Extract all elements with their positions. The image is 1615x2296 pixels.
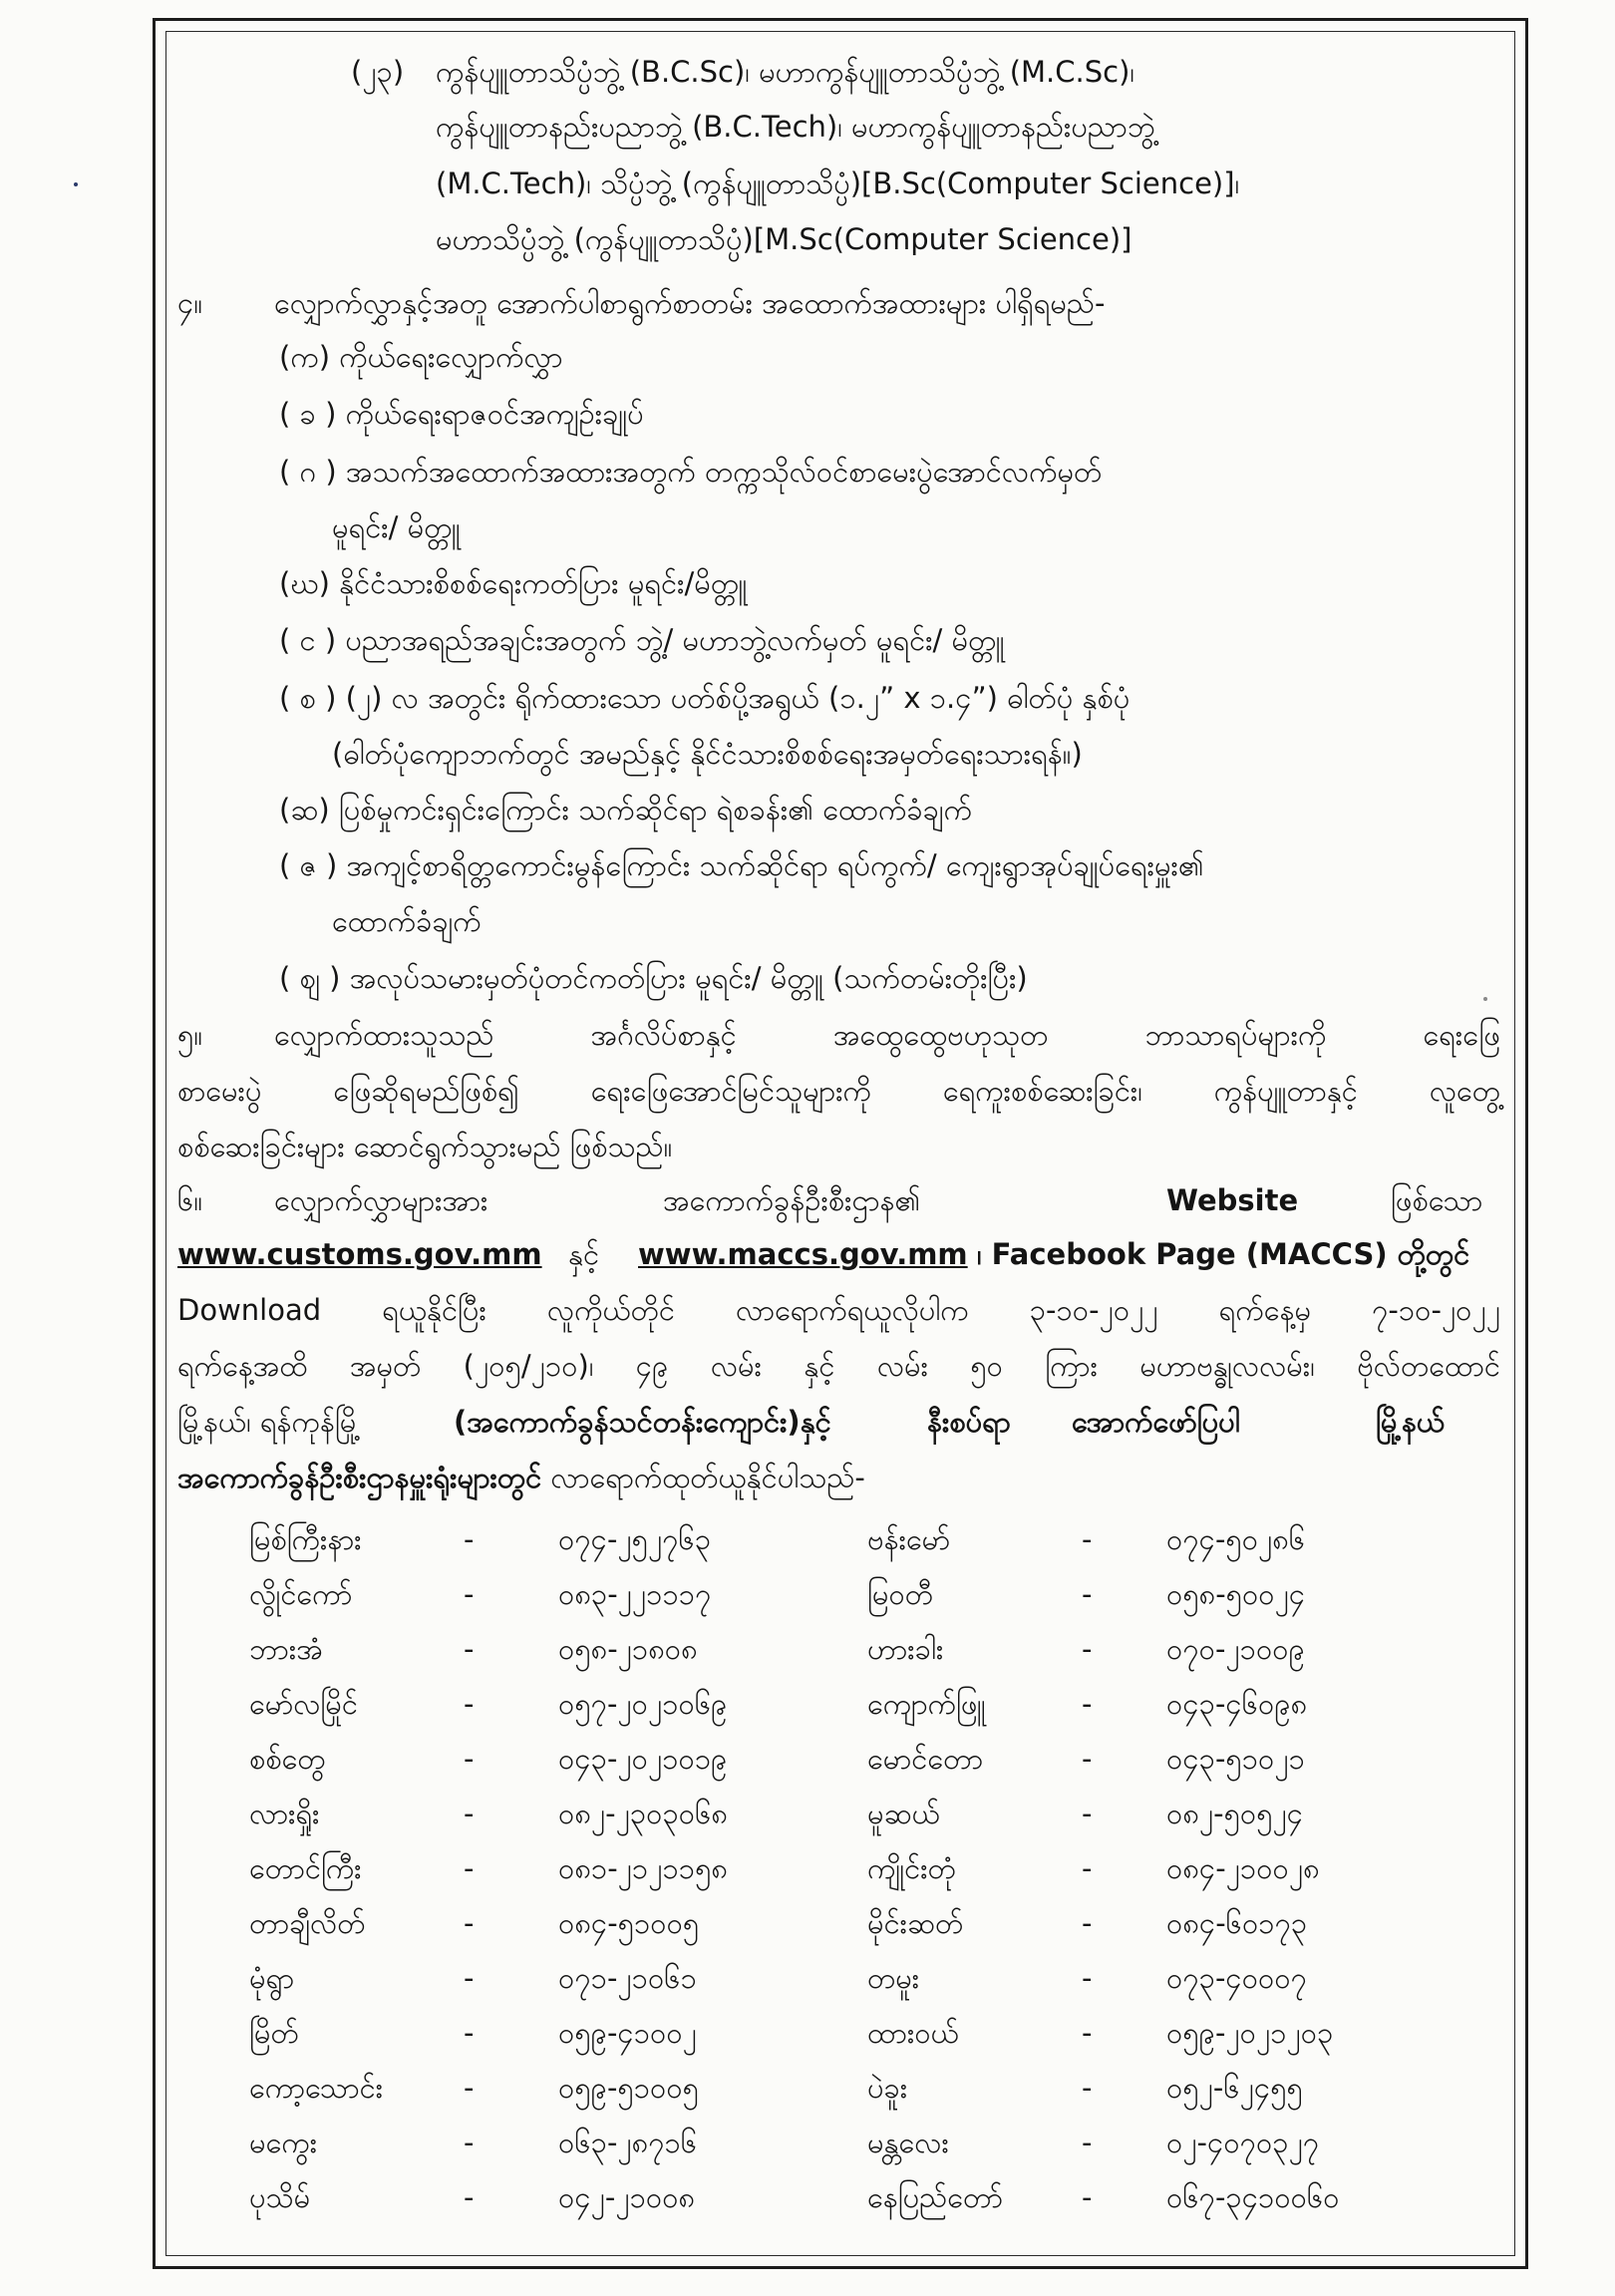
paragraph-text: ၊ Facebook Page (MACCS) တို့တွင် xyxy=(977,1237,1470,1271)
paragraph-line: စစ်ဆေးခြင်းများ ဆောင်ရွက်သွားမည် ဖြစ်သည်။ xyxy=(177,1130,673,1163)
office-name: ပဲခူး xyxy=(867,2071,908,2105)
paragraph-text: နှင့် xyxy=(568,1237,600,1271)
dash-separator: - xyxy=(1082,2180,1093,2214)
office-row xyxy=(249,1903,1515,1943)
office-row xyxy=(249,2177,1515,2217)
office-name: မော်လမြိုင် xyxy=(249,1687,358,1721)
office-row xyxy=(249,1574,1515,1614)
paragraph-line: လျှောက်ထားသူသည် အင်္ဂလိပ်စာနှင့် အထွေထွေဗဟုသုတ ဘာသာရပ်များကို ရေးဖြေ xyxy=(274,1018,1500,1052)
office-row xyxy=(249,2013,1515,2053)
section-number: ၆။ xyxy=(177,1183,203,1217)
office-name: မုံရွာ xyxy=(249,1961,295,1995)
office-name: ကျိုင်းတုံ xyxy=(867,1851,956,1885)
dash-separator: - xyxy=(1082,1577,1093,1611)
degree-item-label: (၂၃) xyxy=(351,55,405,89)
dash-separator: - xyxy=(1082,1797,1093,1830)
office-name: မကွေး xyxy=(249,2126,318,2159)
office-name: မောင်တော xyxy=(867,1742,984,1776)
office-phone: ၀၅၉-၅၁၀၀၅ xyxy=(558,2071,699,2105)
office-phone: ၀၅၇-၂၀၂၁၀၆၉ xyxy=(558,1687,728,1721)
office-phone: ၀၆၃-၂၈၇၁၆ xyxy=(558,2126,698,2159)
dash-separator: - xyxy=(464,1522,475,1556)
document-item: ( ဂ ) အသက်အထောက်အထားအတွက် တက္ကသိုလ်ဝင်စာမေးပွဲအောင်လက်မှတ် xyxy=(279,455,1103,489)
dash-separator: - xyxy=(1082,2016,1093,2050)
office-name: မြစ်ကြီးနား xyxy=(249,1522,362,1556)
office-name: မန္တလေး xyxy=(867,2126,949,2159)
office-phone: ၀၂-၄၀၇၀၃၂၇ xyxy=(1166,2126,1320,2159)
office-phone: ၀၅၉-၄၁၀၀၂ xyxy=(558,2016,697,2050)
office-row xyxy=(249,1519,1515,1559)
office-name: ဗန်းမော် xyxy=(867,1522,951,1556)
office-phone: ၀၈၄-၅၁၀၀၅ xyxy=(558,1906,700,1940)
office-phone: ၀၈၃-၂၂၁၁၁၇ xyxy=(558,1577,712,1611)
office-name: မြိတ် xyxy=(249,2016,299,2050)
paragraph-text: နီးစပ်ရာ xyxy=(927,1405,1011,1439)
dash-separator: - xyxy=(464,1906,475,1940)
dash-separator: - xyxy=(464,1797,475,1830)
document-item: (ဆ) ပြစ်မှုကင်းရှင်းကြောင်း သက်ဆိုင်ရာ ရဲစခန်း၏ ထောက်ခံချက် xyxy=(279,793,972,826)
dash-separator: - xyxy=(1082,2126,1093,2159)
office-phone: ၀၄၃-၅၁၀၂၁ xyxy=(1166,1742,1305,1776)
office-phone: ၀၅၈-၂၁၈၀၈ xyxy=(558,1632,698,1666)
document-item-continued: ထောက်ခံချက် xyxy=(332,904,482,938)
degree-line: ကွန်ပျူတာသိပ္ပံဘွဲ့ (B.C.Sc)၊ မဟာကွန်ပျူတာသိပ္ပံဘွဲ့ (M.C.Sc)၊ xyxy=(436,55,1134,89)
office-phone: ၀၅၈-၅၀၀၂၄ xyxy=(1166,1577,1306,1611)
paragraph-text: ဖြစ်သော xyxy=(1391,1183,1483,1217)
office-name: မူဆယ် xyxy=(867,1797,940,1830)
dash-separator: - xyxy=(464,2071,475,2105)
office-phone: ၀၇၀-၂၁၀၀၉ xyxy=(1166,1632,1305,1666)
office-row xyxy=(249,2123,1515,2162)
office-row xyxy=(249,1629,1515,1669)
office-phone: ၀၈၄-၆၀၁၇၃ xyxy=(1166,1906,1308,1940)
office-phone: ၀၇၁-၂၁၀၆၁ xyxy=(558,1961,697,1995)
office-phone: ၀၅၂-၆၂၄၅၅ xyxy=(1166,2071,1303,2105)
office-phone: ၀၈၄-၂၁၀၀၂၈ xyxy=(1166,1851,1320,1885)
document-item: (က) ကိုယ်ရေးလျှောက်လွှာ xyxy=(279,340,563,374)
office-name: မြဝတီ xyxy=(867,1577,933,1611)
office-name: ဟားခါး xyxy=(867,1632,944,1666)
dash-separator: - xyxy=(1082,2071,1093,2105)
paragraph-line: စာမေးပွဲ ဖြေဆိုရမည်ဖြစ်၍ ရေးဖြေအောင်မြင်သူများကို ရေကူးစစ်ဆေးခြင်း၊ ကွန်ပျူတာနှင့် လူတွေ့ xyxy=(177,1074,1500,1108)
customs-website-link[interactable]: www.customs.gov.mm xyxy=(177,1237,542,1271)
office-name: တာချီလိတ် xyxy=(249,1906,366,1940)
dash-separator: - xyxy=(464,1851,475,1885)
office-phone: ၀၄၃-၂၀၂၁၀၁၉ xyxy=(558,1742,728,1776)
dash-separator: - xyxy=(1082,1906,1093,1940)
paragraph-text: (အကောက်ခွန်သင်တန်းကျောင်း)နှင့် xyxy=(454,1405,831,1439)
office-row xyxy=(249,1684,1515,1724)
dash-separator: - xyxy=(464,1632,475,1666)
degree-line: ကွန်ပျူတာနည်းပညာဘွဲ့ (B.C.Tech)၊ မဟာကွန်ပျူတာနည်းပညာဘွဲ့ xyxy=(436,110,1155,144)
office-name: နေပြည်တော် xyxy=(867,2180,1004,2214)
office-phone: ၀၅၉-၂၀၂၁၂၀၃ xyxy=(1166,2016,1334,2050)
office-name: ကျောက်ဖြူ xyxy=(867,1687,986,1721)
paragraph-text: လျှောက်လွှာများအား xyxy=(274,1183,488,1217)
office-name: တမူး xyxy=(867,1961,920,1995)
dash-separator: - xyxy=(464,2180,475,2214)
dash-separator: - xyxy=(1082,1687,1093,1721)
office-phone: ၀၄၂-၂၁၀၀၈ xyxy=(558,2180,696,2214)
dash-separator: - xyxy=(464,1577,475,1611)
dash-separator: - xyxy=(464,2126,475,2159)
paragraph-text: မြို့နယ်၊ ရန်ကုန်မြို့ xyxy=(177,1405,361,1439)
section-intro: လျှောက်လွှာနှင့်အတူ အောက်ပါစာရွက်စာတမ်း အထောက်အထားများ ပါရှိရမည်- xyxy=(274,286,1106,320)
office-row xyxy=(249,2068,1515,2108)
degree-line: မဟာသိပ္ပံဘွဲ့ (ကွန်ပျူတာသိပ္ပံ)[M.Sc(Computer Science)] xyxy=(436,222,1132,256)
section-number: ၅။ xyxy=(177,1018,203,1052)
maccs-website-link[interactable]: www.maccs.gov.mm xyxy=(638,1237,968,1271)
office-phone: ၀၆၇-၃၄၁၀၀၆၀ xyxy=(1166,2180,1340,2214)
dash-separator: - xyxy=(1082,1632,1093,1666)
office-name: လားရှိုး xyxy=(249,1797,320,1830)
office-name: တောင်ကြီး xyxy=(249,1851,362,1885)
office-name: ကော့သောင်း xyxy=(249,2071,384,2105)
document-item-continued: မူရင်း/ မိတ္တူ xyxy=(332,510,461,544)
dash-separator: - xyxy=(464,1961,475,1995)
dash-separator: - xyxy=(1082,1522,1093,1556)
office-row xyxy=(249,1794,1515,1833)
dash-separator: - xyxy=(464,1742,475,1776)
document-item-continued: (ဓါတ်ပုံကျောဘက်တွင် အမည်နှင့် နိုင်ငံသားစိစစ်ရေးအမှတ်ရေးသားရန်။) xyxy=(332,737,1083,771)
office-name: မိုင်းဆတ် xyxy=(867,1906,964,1940)
document-item: ( စ ) (၂) လ အတွင်း ရိုက်ထားသော ပတ်စ်ပို့အရွယ် (၁.၂” x ၁.၄”) ဓါတ်ပုံ နှစ်ပုံ xyxy=(279,681,1130,715)
dash-separator: - xyxy=(1082,1961,1093,1995)
office-phone: ၀၈၂-၂၃၀၃၀၆၈ xyxy=(558,1797,728,1830)
paragraph-line xyxy=(177,1458,865,1497)
paragraph-text: Website xyxy=(1166,1183,1299,1217)
office-phone: ၀၈၂-၅၀၅၂၄ xyxy=(1166,1797,1304,1830)
document-item: ( ခ ) ကိုယ်ရေးရာဇဝင်အကျဉ်းချုပ် xyxy=(279,397,644,431)
office-name: လွိုင်ကော် xyxy=(249,1577,353,1611)
document-item: (ဃ) နိုင်ငံသားစိစစ်ရေးကတ်ပြား မူရင်း/မိတ္တူ xyxy=(279,566,748,600)
paragraph-text: မြို့နယ် xyxy=(1376,1405,1446,1439)
office-phone: ၀၈၁-၂၁၂၁၁၅၈ xyxy=(558,1851,728,1885)
scan-speck xyxy=(1483,997,1487,1001)
document-item: ( ဈ ) အလုပ်သမားမှတ်ပုံတင်ကတ်ပြား မူရင်း/ မိတ္တူ (သက်တမ်းတိုးပြီး) xyxy=(279,961,1028,995)
section-number: ၄။ xyxy=(177,286,203,320)
paragraph-line: Download ရယူနိုင်ပြီး လူကိုယ်တိုင် လာရောက်ရယူလိုပါက ၃-၁၀-၂၀၂၂ ရက်နေ့မှ ၇-၁၀-၂၀၂၂ xyxy=(177,1293,1500,1327)
office-name: ထားဝယ် xyxy=(867,2016,959,2050)
dash-separator: - xyxy=(1082,1742,1093,1776)
document-item: ( င ) ပညာအရည်အချင်းအတွက် ဘွဲ့/ မဟာဘွဲ့လက်မှတ် မူရင်း/ မိတ္တူ xyxy=(279,623,1005,657)
document-item: ( ဇ ) အကျင့်စာရိတ္တကောင်းမွန်ကြောင်း သက်ဆိုင်ရာ ရပ်ကွက်/ ကျေးရွာအုပ်ချုပ်ရေးမှူး၏ xyxy=(279,848,1204,882)
office-phone: ၀၇၃-၄၀၀၀၇ xyxy=(1166,1961,1307,1995)
paragraph-text: လာရောက်ထုတ်ယူနိုင်ပါသည်- xyxy=(541,1461,865,1494)
dash-separator: - xyxy=(464,1687,475,1721)
office-name: စစ်တွေ xyxy=(249,1742,326,1776)
office-row xyxy=(249,1958,1515,1998)
office-row xyxy=(249,1739,1515,1779)
office-row xyxy=(249,1848,1515,1888)
office-phone: ၀၄၃-၄၆၀၉၈ xyxy=(1166,1687,1308,1721)
office-name: ဘားအံ xyxy=(249,1632,323,1666)
paragraph-line: ရက်နေ့အထိ အမှတ် (၂၀၅/၂၁၀)၊ ၄၉ လမ်း နှင့် လမ်း ၅၀ ကြား မဟာဗန္ဓုလလမ်း၊ ဗိုလ်တထောင် xyxy=(177,1349,1500,1383)
dash-separator: - xyxy=(464,2016,475,2050)
paragraph-text: အကောက်ခွန်ဦးစီးဌာန၏ xyxy=(663,1183,921,1217)
scan-speck xyxy=(74,182,78,186)
paragraph-text: အောက်ဖော်ပြပါ xyxy=(1072,1405,1240,1439)
office-name: ပုသိမ် xyxy=(249,2180,311,2214)
office-phone: ၀၇၄-၅၀၂၈၆ xyxy=(1166,1522,1306,1556)
paragraph-text: အကောက်ခွန်ဦးစီးဌာနမှူးရုံးများတွင် xyxy=(177,1461,542,1494)
office-phone: ၀၇၄-၂၅၂၇၆၃ xyxy=(558,1522,712,1556)
degree-line: (M.C.Tech)၊ သိပ္ပံဘွဲ့ (ကွန်ပျူတာသိပ္ပံ)[B.Sc(Computer Science)]၊ xyxy=(436,166,1240,200)
dash-separator: - xyxy=(1082,1851,1093,1885)
